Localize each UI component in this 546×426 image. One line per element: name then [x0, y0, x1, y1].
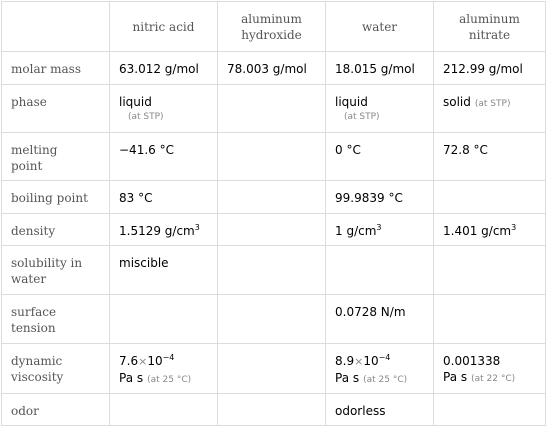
value-text: 1.401 g/cm [443, 224, 512, 238]
row-label-odor-text: odor [11, 404, 39, 418]
unit-text: Pa s [443, 370, 468, 384]
cell-dynamic-viscosity-aluminum-hydroxide [218, 344, 326, 394]
unit-text: Pa s [335, 371, 360, 385]
cell-melting-point-aluminum-hydroxide [218, 133, 326, 181]
row-molar-mass [2, 52, 546, 85]
value-text: −41.6 °C [119, 143, 174, 157]
cell-surface-tension-aluminum-hydroxide [218, 295, 326, 344]
value-text: 1.5129 g/cm [119, 224, 195, 238]
condition-text: (at STP) [128, 112, 164, 122]
value-text: 0.0728 N/m [335, 305, 406, 319]
value-text: 0.001338 [443, 354, 501, 368]
row-odor [2, 394, 546, 426]
cell-molar-mass-water [326, 52, 434, 85]
row-label-density [2, 214, 110, 246]
base: 10 [147, 354, 163, 368]
base: 10 [363, 354, 379, 368]
row-label-line: tension [11, 321, 56, 335]
row-label-molar-mass [2, 52, 110, 85]
row-label-line: point [11, 159, 43, 173]
cell-dynamic-viscosity-nitric-acid [110, 344, 218, 394]
header-aluminum-hydroxide-text: aluminum hydroxide [241, 11, 302, 42]
cell-molar-mass-nitric-acid [110, 52, 218, 85]
row-label-line: solubility in [11, 256, 83, 270]
header-aluminum-nitrate [434, 2, 546, 52]
cell-phase-aluminum-hydroxide [218, 85, 326, 133]
cell-dynamic-viscosity-aluminum-nitrate [434, 344, 546, 394]
mantissa: 7.6 [119, 354, 139, 368]
cell-surface-tension-water [326, 295, 434, 344]
cell-molar-mass-aluminum-nitrate [434, 52, 546, 85]
cell-odor-nitric-acid [110, 394, 218, 426]
value-text: miscible [119, 256, 169, 270]
times-sign: × [354, 355, 364, 368]
header-water: water [326, 2, 434, 52]
row-label-boiling-point [2, 181, 110, 214]
condition-text: (at 22 °C) [471, 374, 516, 384]
condition-text: (at 25 °C) [147, 375, 192, 385]
cell-density-aluminum-nitrate [434, 214, 546, 246]
row-label-solubility [2, 246, 110, 295]
cell-surface-tension-aluminum-nitrate [434, 295, 546, 344]
exponent: 3 [511, 223, 517, 232]
value-text: 1 g/cm [335, 224, 377, 238]
exponent: 3 [376, 223, 382, 232]
row-dynamic-viscosity [2, 344, 546, 394]
value-text: 18.015 g/mol [335, 62, 415, 76]
row-label-odor [2, 394, 110, 426]
condition-text: (at 25 °C) [363, 375, 408, 385]
row-density [2, 214, 546, 246]
cell-dynamic-viscosity-water [326, 344, 434, 394]
row-label-surface-tension [2, 295, 110, 344]
row-label-boiling-point-text: boiling point [11, 191, 88, 205]
row-label-line: viscosity [11, 370, 64, 384]
cell-melting-point-water [326, 133, 434, 181]
value-text: 63.012 g/mol [119, 62, 199, 76]
condition-text: (at STP) [474, 99, 511, 109]
unit-text: Pa s [119, 371, 144, 385]
cell-melting-point-aluminum-nitrate [434, 133, 546, 181]
row-label-line: water [11, 272, 47, 286]
exponent: −4 [378, 353, 391, 362]
value-text: solid [443, 95, 471, 109]
row-label-line: dynamic [11, 354, 63, 368]
row-label-phase-text: phase [11, 95, 47, 109]
cell-boiling-point-water [326, 181, 434, 214]
header-corner [2, 2, 110, 52]
mantissa: 8.9 [335, 354, 355, 368]
times-sign: × [138, 355, 148, 368]
condition-text: (at STP) [344, 112, 380, 122]
header-nitric-acid: nitric acid [110, 2, 218, 52]
value-text: liquid [335, 95, 368, 109]
row-label-line: surface [11, 305, 57, 319]
cell-solubility-water [326, 246, 434, 295]
cell-melting-point-nitric-acid [110, 133, 218, 181]
cell-density-aluminum-hydroxide [218, 214, 326, 246]
row-boiling-point [2, 181, 546, 214]
row-label-line: melting [11, 143, 58, 157]
header-aluminum-nitrate-text: aluminum nitrate [459, 11, 520, 42]
value-text: 78.003 g/mol [227, 62, 307, 76]
value-text: odorless [335, 404, 386, 418]
cell-solubility-nitric-acid [110, 246, 218, 295]
header-aluminum-hydroxide [218, 2, 326, 52]
cell-phase-nitric-acid [110, 85, 218, 133]
cell-molar-mass-aluminum-hydroxide [218, 52, 326, 85]
exponent: −4 [162, 353, 175, 362]
exponent: 3 [194, 223, 200, 232]
cell-solubility-aluminum-nitrate [434, 246, 546, 295]
cell-odor-water [326, 394, 434, 426]
row-surface-tension [2, 295, 546, 344]
value-text: liquid [119, 95, 152, 109]
header-row [2, 2, 546, 52]
value-text: 99.9839 °C [335, 191, 403, 205]
row-label-density-text: density [11, 224, 56, 238]
properties-table [1, 1, 546, 426]
row-label-dynamic-viscosity [2, 344, 110, 394]
cell-surface-tension-nitric-acid [110, 295, 218, 344]
row-label-molar-mass-text: molar mass [11, 62, 81, 76]
cell-odor-aluminum-nitrate [434, 394, 546, 426]
cell-phase-water [326, 85, 434, 133]
value-text: 0 °C [335, 143, 361, 157]
value-text: 83 °C [119, 191, 153, 205]
row-solubility [2, 246, 546, 295]
cell-solubility-aluminum-hydroxide [218, 246, 326, 295]
value-text: 212.99 g/mol [443, 62, 523, 76]
cell-odor-aluminum-hydroxide [218, 394, 326, 426]
row-phase [2, 85, 546, 133]
cell-boiling-point-aluminum-nitrate [434, 181, 546, 214]
row-melting-point [2, 133, 546, 181]
value-text: 72.8 °C [443, 143, 488, 157]
cell-phase-aluminum-nitrate [434, 85, 546, 133]
cell-density-water [326, 214, 434, 246]
row-label-melting-point [2, 133, 110, 181]
cell-boiling-point-nitric-acid [110, 181, 218, 214]
cell-density-nitric-acid [110, 214, 218, 246]
cell-boiling-point-aluminum-hydroxide [218, 181, 326, 214]
row-label-phase [2, 85, 110, 133]
